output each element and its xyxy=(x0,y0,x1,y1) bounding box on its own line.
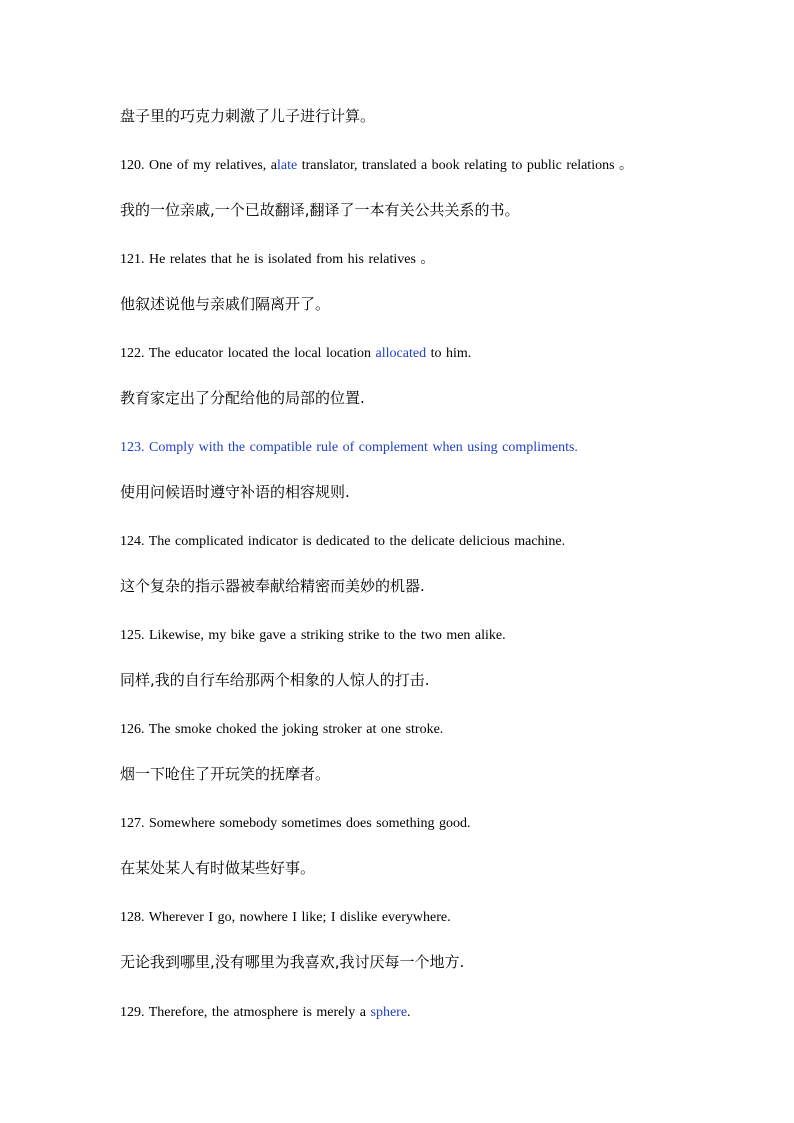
sentence-120 xyxy=(120,156,734,176)
sentence-number: 122. xyxy=(120,346,145,361)
chinese-line-120: 我的一位亲戚,一个已故翻译,翻译了一本有关公共关系的书。 xyxy=(120,201,520,219)
sentence-124 xyxy=(120,532,734,552)
highlighted-word: late xyxy=(277,158,298,173)
sentence-128 xyxy=(120,908,734,928)
sentence-number: 121. xyxy=(120,252,145,267)
sentence-text: Likewise, my bike gave a striking strike to the two men alike. xyxy=(149,628,506,643)
sentence-text: He relates that he is isolated from his relatives 。 xyxy=(149,252,435,267)
sentence-number: 127. xyxy=(120,816,145,831)
sentence-122 xyxy=(120,344,734,364)
chinese-line-126: 烟一下呛住了开玩笑的抚摩者。 xyxy=(120,765,331,783)
chinese-line-122: 教育家定出了分配给他的局部的位置. xyxy=(120,389,365,407)
sentence-text: to him. xyxy=(426,346,472,361)
sentence-number: 123. xyxy=(120,440,145,455)
sentence-text: Comply with the compatible rule of complement when using compliments. xyxy=(149,440,578,455)
chinese-line-127: 在某处某人有时做某些好事。 xyxy=(120,859,316,877)
sentence-text: Somewhere somebody sometimes does something good. xyxy=(149,816,471,831)
sentence-text: . xyxy=(407,1005,411,1020)
sentence-text: translator, translated a book relating to public relations 。 xyxy=(301,158,634,173)
sentence-number: 126. xyxy=(120,722,145,737)
sentence-126 xyxy=(120,720,734,740)
sentence-number: 124. xyxy=(120,534,145,549)
sentence-number: 128. xyxy=(120,910,145,925)
chinese-line-119: 盘子里的巧克力刺激了儿子进行计算。 xyxy=(120,107,376,125)
chinese-line-124: 这个复杂的指示器被奉献给精密而美妙的机器. xyxy=(120,577,425,595)
sentence-number: 120. xyxy=(120,158,145,173)
sentence-text: One of my relatives, a xyxy=(149,158,278,173)
sentence-123 xyxy=(120,438,734,458)
sentence-text: Wherever I go, nowhere I like; I dislike everywhere. xyxy=(148,910,451,925)
sentence-number: 129. xyxy=(120,1005,145,1020)
chinese-line-125: 同样,我的自行车给那两个相象的人惊人的打击. xyxy=(120,671,430,689)
sentence-121 xyxy=(120,250,734,270)
sentence-text: The complicated indicator is dedicated to the delicate delicious machine. xyxy=(148,534,566,549)
sentence-text: The smoke choked the joking stroker at one stroke. xyxy=(148,722,444,737)
sentence-125 xyxy=(120,626,734,646)
highlighted-word: allocated xyxy=(375,346,427,361)
sentence-129 xyxy=(120,1003,734,1023)
sentence-text: The educator located the local location xyxy=(148,346,376,361)
sentence-number: 125. xyxy=(120,628,145,643)
sentence-text: Therefore, the atmosphere is merely a xyxy=(148,1005,371,1020)
sentence-127 xyxy=(120,814,734,834)
highlighted-word: sphere xyxy=(370,1005,408,1020)
chinese-line-121: 他叙述说他与亲戚们隔离开了。 xyxy=(120,295,331,313)
chinese-line-128: 无论我到哪里,没有哪里为我喜欢,我讨厌每一个地方. xyxy=(120,953,465,971)
chinese-line-123: 使用问候语时遵守补语的相容规则. xyxy=(120,483,350,501)
